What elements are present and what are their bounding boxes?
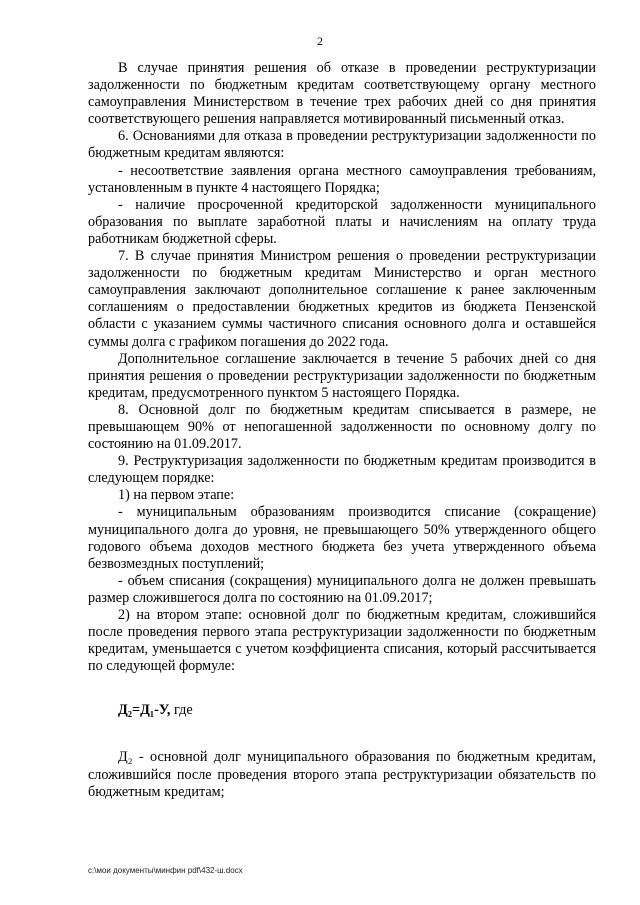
paragraph-6: 6. Основаниями для отказа в проведении реструктуризации задолженности по бюджетным кредитам являются: [88,128,596,162]
paragraph-6-item-2: - наличие просроченной кредиторской задолженности муниципального образования по выплате заработной платы и начислениям на оплату труда работникам бюджетной сферы. [88,196,596,247]
paragraph-9-stage-1-item-1: - муниципальным образованиям производится списание (сокращение) муниципального долга до уровня, не превышающего 50% утвержденного общего годового объема доходов местного бюджета без учета утвержденного объема безвозмездных поступлений; [88,504,596,572]
paragraph-7: 7. В случае принятия Министром решения о проведении реструктуризации задолженности по бюджетным кредитам Министерство и орган местного самоуправления заключают дополнительное соглашение к ранее заключенным соглашениям о предоставлении бюджетных кредитов из бюджета Пензенской области с указанием суммы частичного списания основного долга и оставшейся суммы долга с графиком погашения до 2022 года. [88,248,596,350]
definition-d2: Д₂ - основной долг муниципального образования по бюджетным кредитам, сложившийся после проведения второго этапа реструктуризации обязательств по бюджетным кредитам; [88,749,596,800]
paragraph-6-item-1: - несоответствие заявления органа местного самоуправления требованиям, установленным в пункте 4 настоящего Порядка; [88,162,596,196]
paragraph-refusal: В случае принятия решения об отказе в проведении реструктуризации задолженности по бюджетным кредитам соответствующему органу местного самоуправления Министерством в течение трех рабочих дней со дня принятия соответствующего решения направляется мотивированный письменный отказ. [88,60,596,128]
paragraph-7-agreement: Дополнительное соглашение заключается в течение 5 рабочих дней со дня принятия решения о проведении реструктуризации задолженности по бюджетным кредитам, предусмотренного пунктом 5 настоящего Порядка. [88,350,596,401]
paragraph-9-stage-2: 2) на втором этапе: основной долг по бюджетным кредитам, сложившийся после проведения первого этапа реструктуризации задолженности по бюджетным кредитам, уменьшается с учетом коэффициента списания, который рассчитывается по следующей формуле: [88,607,596,675]
formula-suffix: где [170,702,193,719]
document-body [88,60,596,801]
formula: Д₂=Д₁-У, [118,702,171,719]
paragraph-8: 8. Основной долг по бюджетным кредитам списывается в размере, не превышающем 90% от непогашенной задолженности по основному долгу по состоянию на 01.09.2017. [88,401,596,453]
page-number: 2 [317,34,323,48]
paragraph-9: 9. Реструктуризация задолженности по бюджетным кредитам производится в следующем порядке: [88,453,596,487]
paragraph-9-stage-1-item-2: - объем списания (сокращения) муниципального долга не должен превышать размер сложившегося долга по состоянию на 01.09.2017; [88,572,596,606]
formula-line [88,702,596,719]
footer-file-path: c:\мои документы\минфин pdf\432-ш.docx [88,866,243,875]
paragraph-9-stage-1: 1) на первом этапе: [118,487,235,504]
